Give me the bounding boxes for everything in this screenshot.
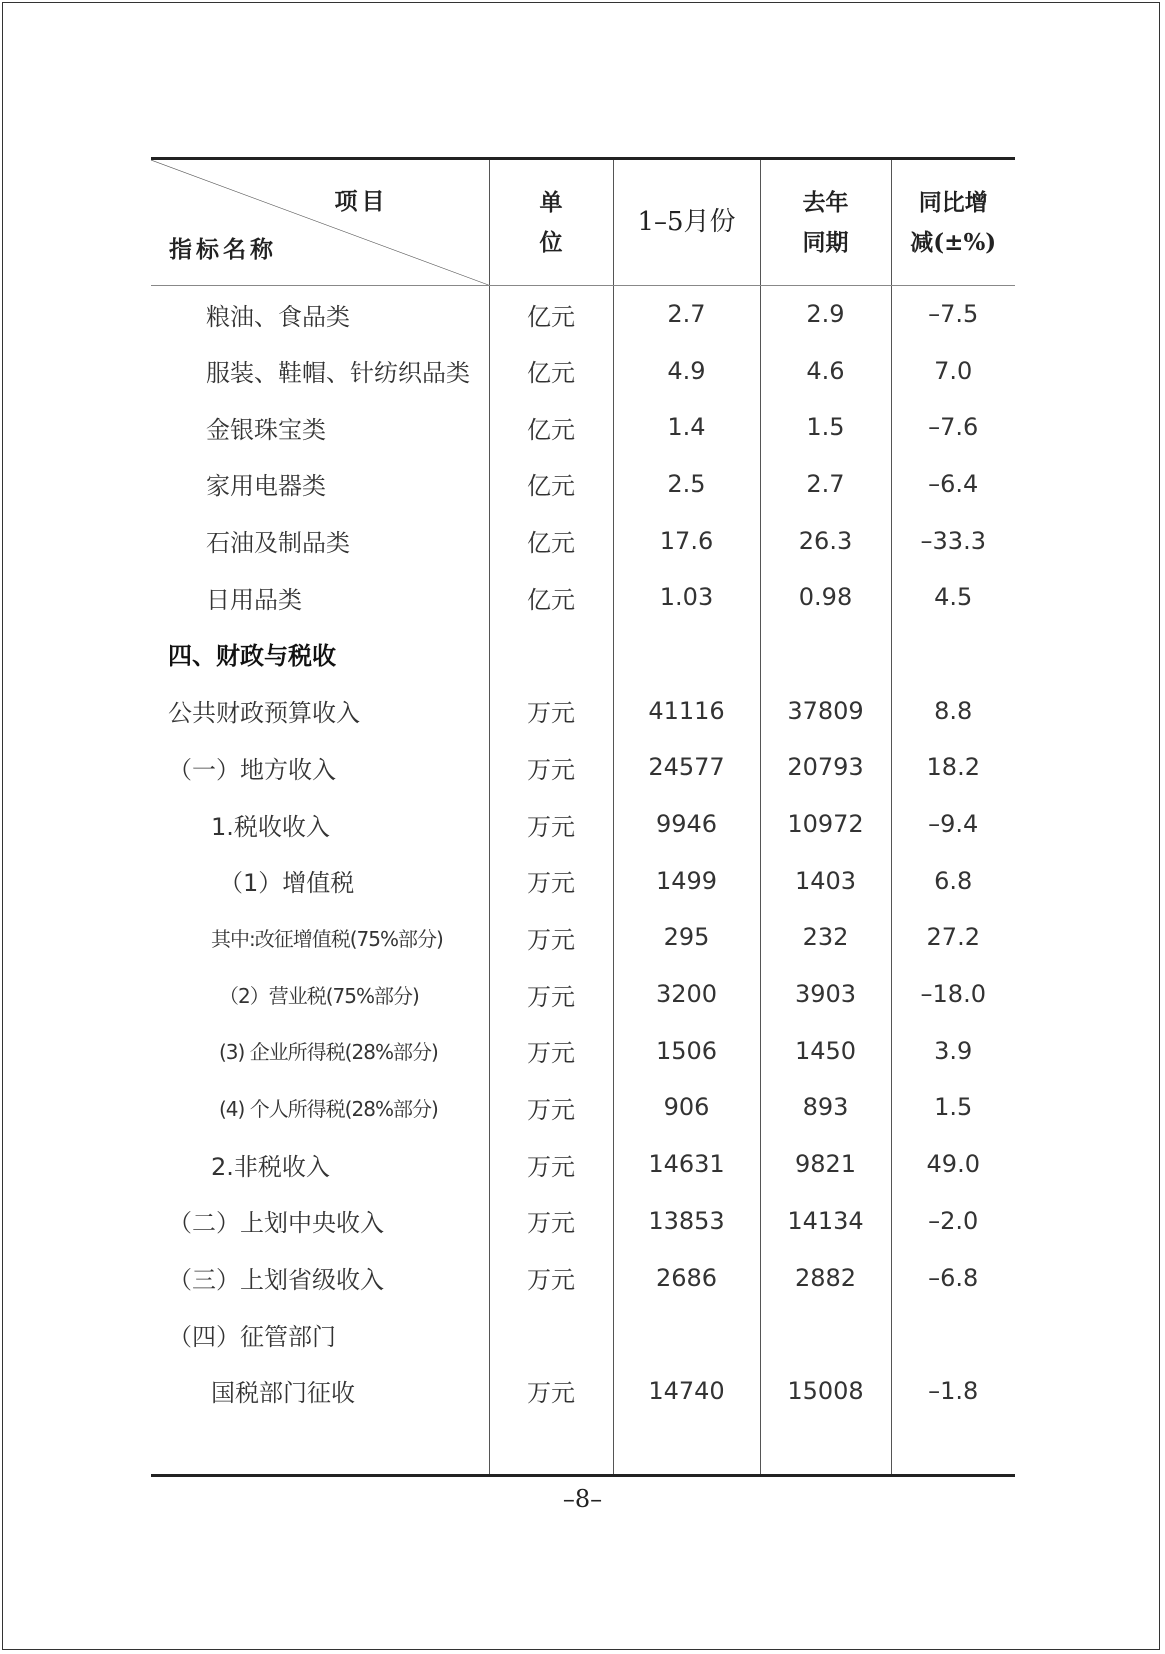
header-unit-line-1: 单 (539, 189, 563, 217)
row-unit: 万元 (489, 1193, 613, 1250)
table-row (151, 1193, 1015, 1250)
row-unit: 万元 (489, 1363, 613, 1420)
row-previous: 232 (760, 909, 891, 966)
row-unit: 万元 (489, 852, 613, 909)
row-unit: 亿元 (489, 569, 613, 626)
row-name: 公共财政预算收入 (168, 699, 360, 728)
row-change: –1.8 (891, 1363, 1015, 1420)
row-change: –6.8 (891, 1249, 1015, 1306)
row-current: 14740 (613, 1363, 760, 1420)
row-change: 8.8 (891, 682, 1015, 739)
row-change: 27.2 (891, 909, 1015, 966)
table-row (151, 909, 1015, 966)
header-current-period: 1–5月份 (613, 159, 760, 286)
row-current: 1506 (613, 1022, 760, 1079)
row-current: 1499 (613, 852, 760, 909)
row-change: 3.9 (891, 1022, 1015, 1079)
row-previous: 2882 (760, 1249, 891, 1306)
table-row (151, 1306, 1015, 1363)
header-change-line-2: 减(±%) (910, 228, 997, 256)
header-previous-line-2: 同期 (802, 228, 849, 256)
table-row (151, 342, 1015, 399)
row-change: –7.5 (891, 286, 1015, 343)
row-previous (760, 1306, 891, 1363)
row-previous: 37809 (760, 682, 891, 739)
row-name: （二）上划中央收入 (168, 1209, 384, 1238)
page-number: –8– (562, 1485, 603, 1513)
row-previous: 26.3 (760, 512, 891, 569)
row-previous: 4.6 (760, 342, 891, 399)
row-previous (760, 626, 891, 683)
row-change: 4.5 (891, 569, 1015, 626)
padding-cell (151, 1419, 489, 1476)
row-current (613, 626, 760, 683)
row-change: –7.6 (891, 399, 1015, 456)
table-row (151, 1022, 1015, 1079)
row-current: 2.5 (613, 456, 760, 513)
row-unit: 万元 (489, 966, 613, 1023)
row-change: 49.0 (891, 1136, 1015, 1193)
row-change: –33.3 (891, 512, 1015, 569)
diagonal-header-cell (151, 159, 489, 286)
row-current: 41116 (613, 682, 760, 739)
table-row (151, 569, 1015, 626)
row-previous: 14134 (760, 1193, 891, 1250)
row-change: 1.5 (891, 1079, 1015, 1136)
row-previous: 9821 (760, 1136, 891, 1193)
row-change: 7.0 (891, 342, 1015, 399)
table-row (151, 1249, 1015, 1306)
row-unit: 亿元 (489, 286, 613, 343)
row-change: –9.4 (891, 796, 1015, 853)
table-row (151, 796, 1015, 853)
row-unit: 万元 (489, 909, 613, 966)
row-current: 24577 (613, 739, 760, 796)
header-unit-line-2: 位 (539, 228, 563, 256)
table-bottom-padding-row (151, 1419, 1015, 1476)
header-previous-period (760, 159, 891, 286)
row-unit (489, 626, 613, 683)
row-current: 14631 (613, 1136, 760, 1193)
table-row (151, 739, 1015, 796)
row-previous: 10972 (760, 796, 891, 853)
row-current (613, 1306, 760, 1363)
row-unit: 万元 (489, 1136, 613, 1193)
row-name: 粮油、食品类 (206, 302, 350, 331)
table-row (151, 682, 1015, 739)
row-unit: 亿元 (489, 512, 613, 569)
row-current: 4.9 (613, 342, 760, 399)
row-name: 日用品类 (206, 585, 302, 614)
row-previous: 893 (760, 1079, 891, 1136)
table-row (151, 286, 1015, 343)
header-indicator-label: 指标名称 (169, 235, 277, 263)
header-unit (489, 159, 613, 286)
table-row (151, 512, 1015, 569)
row-name: （三）上划省级收入 (168, 1266, 384, 1295)
padding-cell (489, 1419, 613, 1476)
row-change: –2.0 (891, 1193, 1015, 1250)
padding-cell (760, 1419, 891, 1476)
row-previous: 15008 (760, 1363, 891, 1420)
row-name: (4) 个人所得税(28%部分) (219, 1096, 438, 1121)
row-change: –18.0 (891, 966, 1015, 1023)
row-current: 1.4 (613, 399, 760, 456)
row-current: 13853 (613, 1193, 760, 1250)
row-previous: 1450 (760, 1022, 891, 1079)
table-row (151, 1136, 1015, 1193)
row-change (891, 626, 1015, 683)
row-unit: 万元 (489, 1079, 613, 1136)
row-current: 2686 (613, 1249, 760, 1306)
row-previous: 1403 (760, 852, 891, 909)
row-name: 服装、鞋帽、针纺织品类 (206, 359, 470, 388)
row-current: 3200 (613, 966, 760, 1023)
row-unit: 万元 (489, 682, 613, 739)
row-previous: 1.5 (760, 399, 891, 456)
row-change: 6.8 (891, 852, 1015, 909)
row-name: 2.非税收入 (211, 1152, 330, 1181)
row-unit: 亿元 (489, 456, 613, 513)
row-current: 295 (613, 909, 760, 966)
row-unit: 亿元 (489, 342, 613, 399)
padding-cell (613, 1419, 760, 1476)
header-change (891, 159, 1015, 286)
section-heading: 四、财政与税收 (168, 642, 336, 671)
header-change-line-1: 同比增 (918, 189, 988, 217)
header-previous-line-1: 去年 (802, 189, 849, 217)
row-name: （一）地方收入 (168, 755, 336, 784)
row-previous: 20793 (760, 739, 891, 796)
row-name: （2）营业税(75%部分) (219, 983, 419, 1008)
table-row (151, 1079, 1015, 1136)
row-current: 1.03 (613, 569, 760, 626)
row-name: (3) 企业所得税(28%部分) (219, 1040, 438, 1065)
table-row (151, 852, 1015, 909)
row-previous: 2.9 (760, 286, 891, 343)
table-row (151, 1363, 1015, 1420)
table-row (151, 456, 1015, 513)
row-previous: 2.7 (760, 456, 891, 513)
row-current: 9946 (613, 796, 760, 853)
row-unit: 万元 (489, 1249, 613, 1306)
row-unit (489, 1306, 613, 1363)
row-current: 17.6 (613, 512, 760, 569)
row-name: （1）增值税 (219, 869, 355, 898)
row-current: 906 (613, 1079, 760, 1136)
row-unit: 亿元 (489, 399, 613, 456)
header-item-label: 项目 (334, 188, 389, 215)
table-row (151, 399, 1015, 456)
table-header-row (151, 159, 1015, 286)
row-name: 国税部门征收 (211, 1379, 355, 1408)
row-name: 家用电器类 (206, 472, 326, 501)
row-name: （四）征管部门 (168, 1322, 336, 1351)
row-name: 其中:改征增值税(75%部分) (211, 926, 443, 951)
row-unit: 万元 (489, 1022, 613, 1079)
row-name: 金银珠宝类 (206, 415, 326, 444)
row-unit: 万元 (489, 739, 613, 796)
section-heading-row (151, 626, 1015, 683)
row-change (891, 1306, 1015, 1363)
statistics-table (151, 157, 1015, 1477)
table-row (151, 966, 1015, 1023)
padding-cell (891, 1419, 1015, 1476)
row-unit: 万元 (489, 796, 613, 853)
row-change: 18.2 (891, 739, 1015, 796)
row-current: 2.7 (613, 286, 760, 343)
row-change: –6.4 (891, 456, 1015, 513)
row-previous: 0.98 (760, 569, 891, 626)
row-name: 1.税收收入 (211, 812, 330, 841)
row-name: 石油及制品类 (206, 529, 350, 558)
row-previous: 3903 (760, 966, 891, 1023)
